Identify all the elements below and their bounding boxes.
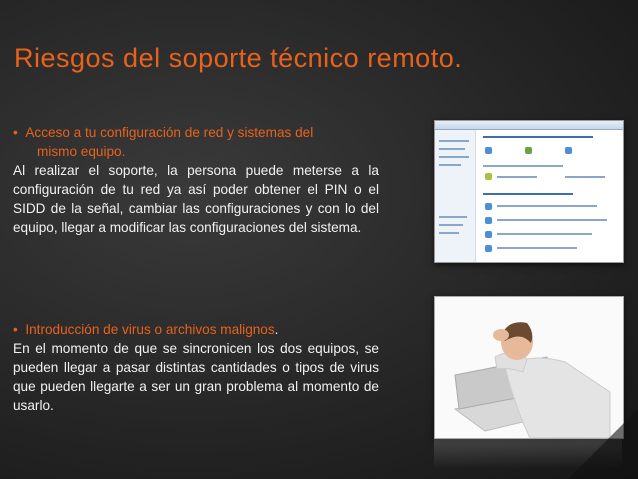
bullet-heading — [13, 123, 379, 161]
corner-decoration — [568, 409, 638, 479]
window-title-bar — [435, 121, 623, 130]
section-virus — [13, 320, 379, 415]
section-body: Al realizar el soporte, la persona puede meterse a la configuración de tu red ya así poder obtener el PIN o el SIDD de la señal, cambiar las configuraciones y con lo del equipo, llegar a modificar las configuraciones del sistema. — [13, 163, 379, 235]
bullet-heading — [13, 320, 379, 339]
bullet-marker: • — [13, 322, 18, 337]
section-network-access — [13, 123, 379, 237]
bullet-heading-line1: Acceso a tu configuración de red y sistemas del — [25, 125, 314, 140]
heading-period: . — [274, 322, 279, 337]
bullet-heading-line2: mismo equipo. — [37, 144, 126, 159]
bullet-heading-text: Introducción de virus o archivos malignos — [25, 322, 275, 337]
bullet-marker: • — [13, 125, 18, 140]
section-body: En el momento de que se sincronicen los dos equipos, se pueden llegar a pasar distintas cantidades o tipos de virus que pueden llegarte a ser un gran problema al momento de usarlo. — [13, 341, 379, 413]
window-sidebar — [435, 130, 476, 262]
slide-title: Riesgos del soporte técnico remoto. — [14, 43, 463, 73]
network-settings-screenshot — [434, 120, 624, 263]
